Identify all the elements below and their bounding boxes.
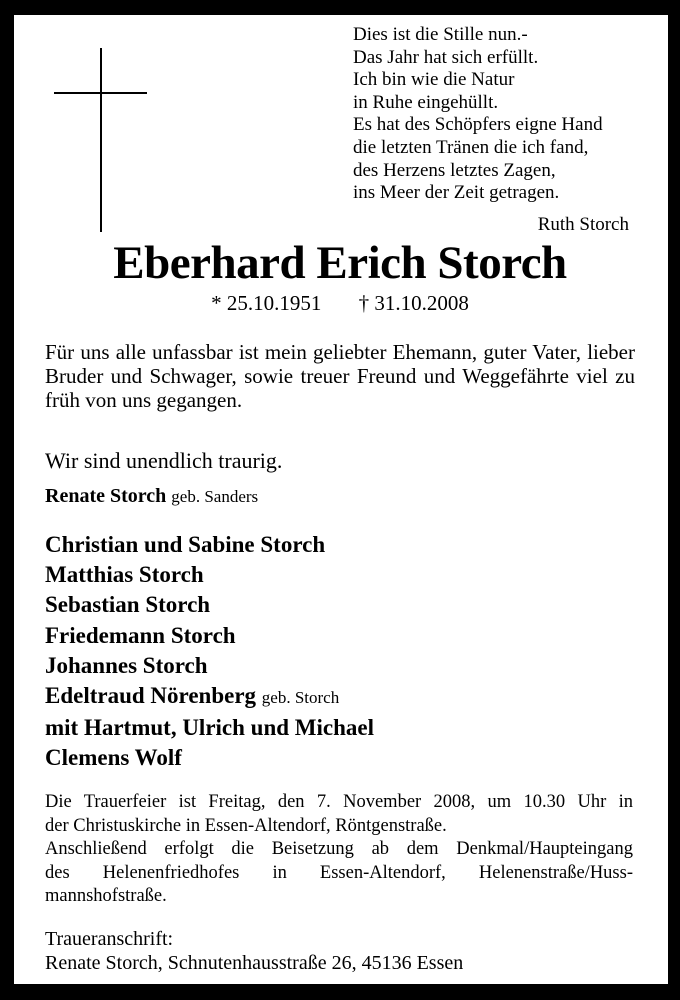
- mourners-list: [45, 530, 374, 774]
- poem: [353, 24, 603, 205]
- poem-line: Es hat des Schöpfers eigne Hand: [353, 114, 603, 136]
- service-info: [45, 791, 633, 909]
- mourner: Sebastian Storch: [45, 592, 211, 618]
- life-dates: [0, 291, 680, 316]
- service-line: Anschließend erfolgt die Beisetzung ab dem Denkmal/Haupteingang: [45, 839, 633, 860]
- widow-name: Renate Storch: [45, 485, 167, 507]
- mourner: Edeltraud Nörenberg geb. Storch: [45, 683, 340, 709]
- widow: [45, 485, 258, 508]
- poem-author: Ruth Storch: [537, 214, 629, 235]
- poem-line: in Ruhe eingehüllt.: [353, 91, 499, 113]
- intro-text: Für uns alle unfassbar ist mein geliebter Ehemann, guter Vater, lieber Bruder und Schwager, sowie treuer Freund und Weggefährte viel zu früh von uns gegangen.: [45, 340, 635, 412]
- service-line: der Christuskirche in Essen-Altendorf, Röntgenstraße.: [45, 815, 447, 836]
- mourner: Clemens Wolf: [45, 745, 182, 771]
- mourning-address: [45, 927, 463, 975]
- poem-line: Das Jahr hat sich erfüllt.: [353, 46, 539, 68]
- cross-icon-bar: [54, 92, 147, 94]
- birth-date: * 25.10.1951: [211, 291, 322, 315]
- address-value: Renate Storch, Schnutenhausstraße 26, 45136 Essen: [45, 952, 464, 974]
- poem-line: Ich bin wie die Natur: [353, 69, 515, 91]
- mourner: Matthias Storch: [45, 562, 204, 588]
- poem-line: die letzten Tränen die ich fand,: [353, 136, 589, 158]
- service-line: Die Trauerfeier ist Freitag, den 7. November 2008, um 10.30 Uhr in: [45, 792, 633, 812]
- mourner: Johannes Storch: [45, 652, 208, 678]
- mourner: Friedemann Storch: [45, 622, 236, 648]
- address-label: Traueranschrift:: [45, 928, 174, 950]
- death-cross-icon: †: [358, 291, 370, 315]
- birth-star-icon: *: [211, 291, 222, 315]
- poem-line: Dies ist die Stille nun.-: [353, 24, 528, 45]
- service-line: mannshofstraße.: [45, 886, 167, 907]
- mourner: mit Hartmut, Ulrich und Michael: [45, 715, 374, 741]
- service-line: des Helenenfriedhofes in Essen-Altendorf, Helenenstraße/Huss-: [45, 862, 633, 883]
- mourner: Christian und Sabine Storch: [45, 532, 326, 557]
- poem-line: ins Meer der Zeit getragen.: [353, 182, 560, 204]
- poem-line: des Herzens letztes Zagen,: [353, 159, 556, 181]
- deceased-name: Eberhard Erich Storch: [113, 237, 567, 289]
- sad-line: Wir sind unendlich traurig.: [45, 448, 283, 473]
- widow-note: geb. Sanders: [171, 487, 259, 506]
- death-date: † 31.10.2008: [358, 291, 469, 315]
- cross-icon: [100, 48, 102, 232]
